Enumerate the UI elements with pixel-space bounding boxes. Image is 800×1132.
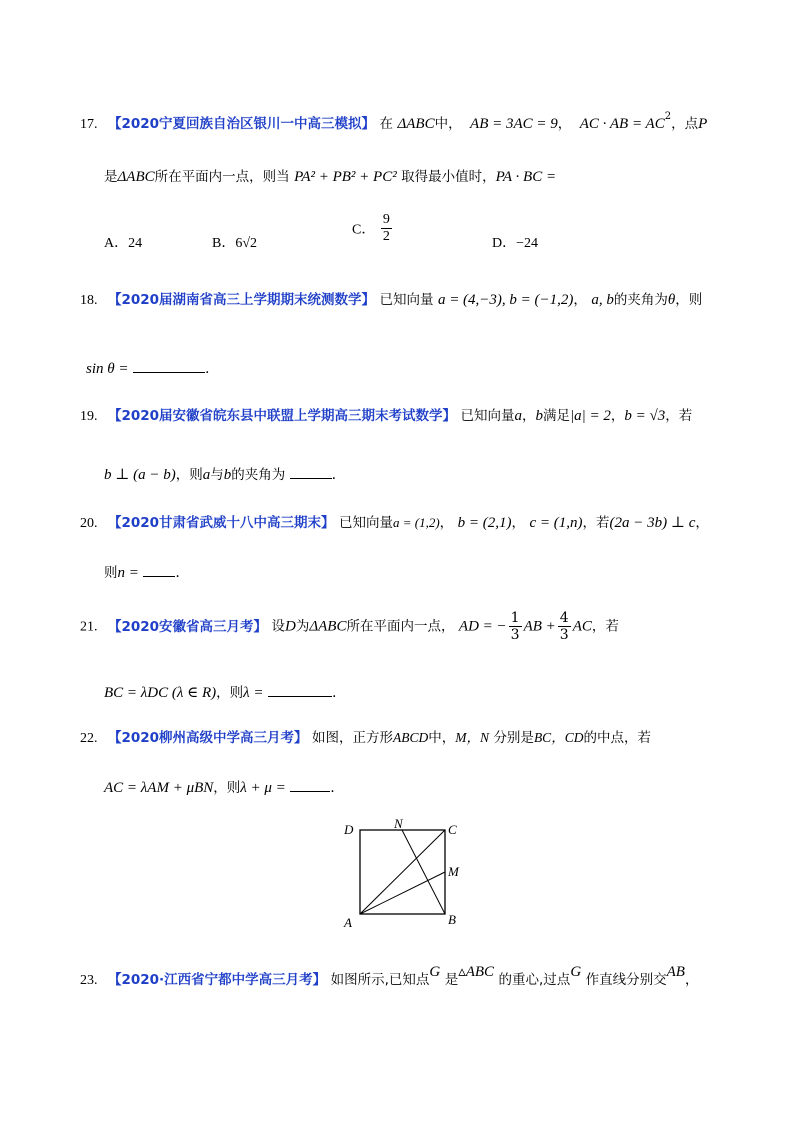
q17-line1 — [80, 107, 707, 135]
q17-text: ，点 — [671, 116, 699, 132]
q19-text: 的夹角为 — [231, 467, 286, 483]
q17-text: 取得最小值时， — [401, 169, 496, 185]
q19-text: 与 — [210, 467, 224, 483]
q19-text: 满足 — [542, 408, 570, 424]
q17-sum: PA² + PB² + PC² — [294, 169, 397, 185]
q21-frac2 — [558, 610, 571, 643]
q23-text: 的重心,过点 — [498, 972, 571, 988]
q18-number: 18. — [80, 293, 98, 308]
q18-theta: θ — [667, 292, 676, 308]
q19-vec-a: a — [514, 408, 522, 424]
q23-source: 【2020·江西省宁都中学高三月考】 — [107, 972, 327, 988]
q23-text: ， — [684, 972, 699, 988]
q21-ab: AB + — [523, 618, 556, 635]
q22-text: 的中点，若 — [583, 730, 651, 746]
q19-number: 19. — [80, 409, 98, 424]
q23-point-g: G — [570, 964, 582, 980]
q19-answer-blank[interactable] — [290, 478, 332, 479]
q19-source: 【2020届安徽省皖东县中联盟上学期高三期末考试数学】 — [107, 408, 457, 424]
q21-frac2-num: 4 — [559, 610, 569, 626]
q19-text: ，则 — [175, 467, 203, 483]
q17-option-d: D．−24 — [492, 236, 539, 251]
line-am — [360, 872, 445, 914]
q22-mn: M，N — [455, 730, 489, 745]
q21-text: ，若 — [591, 618, 619, 635]
q22-sum: λ + μ = — [240, 780, 286, 796]
q20-n: n = — [117, 565, 139, 581]
q17-dot-equation: AC · AB = AC — [579, 116, 665, 132]
q17-option-c — [352, 212, 394, 245]
q21-end: . — [331, 685, 337, 701]
q19-text: ，若 — [665, 408, 693, 424]
q18-text: 的夹角为 — [613, 292, 668, 308]
q23-number: 23. — [80, 973, 98, 988]
q23-ab: AB — [666, 964, 685, 980]
q17-frac-den: 2 — [382, 229, 390, 244]
q17-text: 在 — [379, 116, 393, 132]
q17-triangle: ΔABC — [397, 116, 435, 132]
q23-text: 作直线分别交 — [585, 972, 667, 988]
q21-bc: BC = λDC (λ ∈ R) — [104, 685, 217, 701]
q20-line2 — [104, 563, 180, 583]
q17-number: 17. — [80, 117, 98, 132]
q17-option-a: A．24 — [104, 236, 143, 251]
q18-line1 — [80, 290, 702, 311]
q19-b-value: b = √3 — [624, 408, 666, 424]
q20-text: ， — [511, 515, 525, 531]
q17-text: 所在平面内一点，则当 — [154, 169, 290, 185]
q17-point-p: P — [698, 116, 708, 132]
q18-text: ， — [573, 292, 587, 308]
q17-sup: 2 — [664, 111, 672, 122]
q21-text: 为 — [295, 618, 310, 635]
q22-square: ABCD — [392, 730, 429, 745]
label-a: A — [344, 915, 352, 930]
q19-text: ， — [610, 408, 625, 424]
q21-frac2-den: 3 — [559, 627, 569, 643]
q17-text: 是 — [104, 169, 118, 185]
q17-option-c-fraction — [381, 212, 392, 245]
q21-frac1 — [509, 610, 522, 643]
q18-end: . — [204, 361, 210, 377]
line-ac — [360, 830, 445, 914]
q20-source: 【2020甘肃省武威十八中高三期末】 — [107, 515, 335, 531]
q22-equation: AC = λAM + μBN — [104, 780, 214, 796]
q17-text: ， — [557, 116, 572, 132]
q20-end: . — [175, 565, 180, 581]
q21-line2 — [104, 683, 336, 703]
label-b: B — [448, 912, 456, 927]
q18-vectors: a = (4,−3), b = (−1,2) — [437, 292, 574, 308]
q17-condition: AB = 3AC = 9 — [470, 116, 558, 132]
label-c: C — [448, 822, 457, 837]
q20-number: 20. — [80, 516, 98, 531]
q21-text: 所在平面内一点， — [346, 618, 455, 635]
q20-line1 — [80, 513, 709, 534]
q21-ac: AC — [572, 618, 592, 635]
q22-line1 — [80, 728, 651, 749]
q20-vec-c: c = (1,n) — [529, 515, 583, 531]
q18-ab: a, b — [591, 292, 614, 308]
q20-text: 已知向量 — [338, 515, 393, 531]
q19-vec-b: b — [223, 467, 232, 483]
q17-source: 【2020宁夏回族自治区银川一中高三模拟】 — [107, 116, 376, 132]
q17-frac-num: 9 — [382, 212, 390, 227]
q21-answer-blank[interactable] — [268, 696, 332, 697]
q21-source: 【2020安徽省高三月考】 — [107, 618, 268, 635]
q23-point-g: G — [429, 964, 441, 980]
label-n: N — [394, 816, 403, 831]
q18-line2 — [86, 359, 209, 379]
q17-option-c-label: C． — [352, 222, 376, 238]
q19-text: ， — [521, 408, 536, 424]
q22-text: ，则 — [213, 780, 241, 796]
q23-text: 是 — [444, 972, 459, 988]
q21-frac1-den: 3 — [510, 627, 520, 643]
q17-line2 — [104, 167, 556, 187]
q19-vec-b: b — [535, 408, 543, 424]
q20-vec-a: a = (1,2) — [392, 515, 440, 530]
q19-end: . — [331, 467, 337, 483]
q18-text: 已知向量 — [379, 292, 434, 308]
line-bn — [402, 830, 445, 914]
label-d: D — [344, 822, 354, 837]
q19-text: 已知向量 — [460, 408, 515, 424]
q22-bccd: BC，CD — [533, 730, 584, 745]
q17-text: 中， — [434, 116, 462, 132]
q20-condition: (2a − 3b) ⊥ c — [609, 515, 696, 531]
q20-text: ， — [695, 515, 709, 531]
q19-vec-a: a — [202, 467, 211, 483]
q22-text: 如图，正方形 — [311, 730, 393, 746]
q19-line1 — [80, 406, 692, 427]
q21-line1 — [80, 610, 619, 643]
q18-answer-blank[interactable] — [133, 372, 205, 373]
q17-triangle: ΔABC — [117, 169, 155, 185]
q23-line1 — [80, 962, 698, 991]
q21-lambda: λ = — [243, 685, 264, 701]
q21-ad: AD = − — [458, 618, 507, 635]
q19-perp: b ⊥ (a − b) — [104, 467, 176, 483]
q18-source: 【2020届湖南省高三上学期期末统测数学】 — [107, 292, 376, 308]
q19-line2 — [104, 465, 336, 485]
q22-answer-blank[interactable] — [290, 791, 330, 792]
q18-sin-theta: sin θ = — [86, 361, 129, 377]
q22-text: 中， — [428, 730, 456, 746]
q18-text: ，则 — [675, 292, 703, 308]
q23-text: 如图所示,已知点 — [330, 972, 430, 988]
q22-number: 22. — [80, 731, 98, 746]
q22-source: 【2020柳州高级中学高三月考】 — [107, 730, 308, 746]
q20-text: ，若 — [582, 515, 610, 531]
q20-text: ， — [439, 515, 454, 531]
q21-number: 21. — [80, 619, 98, 635]
q21-text: 设 — [271, 618, 285, 635]
q22-line2 — [104, 778, 335, 798]
q21-point-d: D — [284, 618, 296, 635]
q23-triangle: ▵ABC — [458, 964, 495, 980]
q22-end: . — [330, 780, 335, 796]
q22-text: 分别是 — [493, 730, 534, 746]
q20-vec-b: b = (2,1) — [457, 515, 512, 531]
q20-answer-blank[interactable] — [143, 576, 175, 577]
q19-abs-a: |a| = 2 — [569, 408, 611, 424]
q21-text: ，则 — [216, 685, 244, 701]
q21-triangle: ΔABC — [309, 618, 347, 635]
q17-option-b: B．6√2 — [212, 236, 258, 251]
q20-text: 则 — [104, 565, 118, 581]
q22-figure — [340, 816, 480, 932]
label-m: M — [448, 864, 459, 879]
q17-ask: PA · BC = — [495, 169, 557, 185]
q21-frac1-num: 1 — [510, 610, 520, 626]
